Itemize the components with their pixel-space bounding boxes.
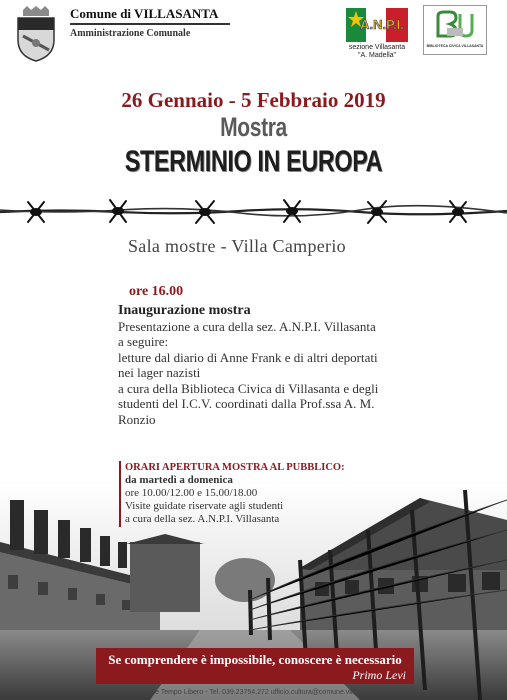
hours-visits-line1: Visite guidate riservate agli studenti xyxy=(125,500,284,512)
quote-author: Primo Levi xyxy=(352,668,406,682)
hours-times: ore 10.00/12.00 e 15.00/18.00 xyxy=(125,487,258,499)
amministrazione-label: Amministrazione Comunale xyxy=(70,28,191,39)
hours-title: ORARI APERTURA MOSTRA AL PUBBLICO: xyxy=(125,462,345,473)
biblioteca-caption: BIBLIOTECA CIVICA VILLASANTA xyxy=(426,44,484,48)
hours-days: da martedì a domenica xyxy=(125,474,233,486)
program-line: a seguire: xyxy=(118,334,169,349)
title-line1: Mostra xyxy=(220,112,287,142)
program-line: a cura della Biblioteca Civica di Villasanta e degli xyxy=(118,380,379,396)
crest-icon xyxy=(13,6,59,62)
footer-info: Info: Cultura e Tempo Libero - Tel. 039.23754.272 ufficio.cultura@comune.villasanta.mb.it xyxy=(114,689,393,696)
anpi-caption xyxy=(338,44,416,60)
biblioteca-logo xyxy=(423,5,487,55)
exhibition-dates: 26 Gennaio - 5 Febbraio 2019 xyxy=(121,88,386,112)
comune-name: Comune di VILLASANTA xyxy=(70,6,219,21)
program-line: nei lager nazisti xyxy=(118,365,201,380)
quote-text: Se comprendere è impossibile, conoscere è necessario xyxy=(108,652,402,667)
program-line: studenti del I.C.V. coordinati dalla Prof.ssa A. M. xyxy=(118,396,375,411)
event-time: ore 16.00 xyxy=(129,284,184,299)
header-rule xyxy=(70,23,230,25)
anpi-logo-text: A.N.P.I. xyxy=(360,17,404,32)
title-line2: STERMINIO IN EUROPA xyxy=(124,145,383,178)
program-line: Presentazione a cura della sez. A.N.P.I. Villasanta xyxy=(118,318,376,334)
program-heading: Inaugurazione mostra xyxy=(118,303,251,318)
opening-hours xyxy=(125,461,345,526)
hours-accent-bar xyxy=(119,461,121,527)
program-text xyxy=(118,303,488,427)
program-line: letture dal diario di Anne Frank e di altri deportati xyxy=(118,349,378,365)
program-line: Ronzio xyxy=(118,411,156,427)
hours-visits-line2: a cura della sez. A.N.P.I. Villasanta xyxy=(125,513,280,525)
quote-banner xyxy=(96,648,414,684)
anpi-caption-line2: "A. Madella" xyxy=(357,52,397,59)
anpi-caption-line1: sezione Villasanta xyxy=(348,44,406,51)
venue: Sala mostre - Villa Camperio xyxy=(128,236,346,256)
anpi-logo-icon xyxy=(344,5,410,45)
biblioteca-logo-icon xyxy=(434,10,476,40)
barbed-wire-icon xyxy=(0,192,507,230)
